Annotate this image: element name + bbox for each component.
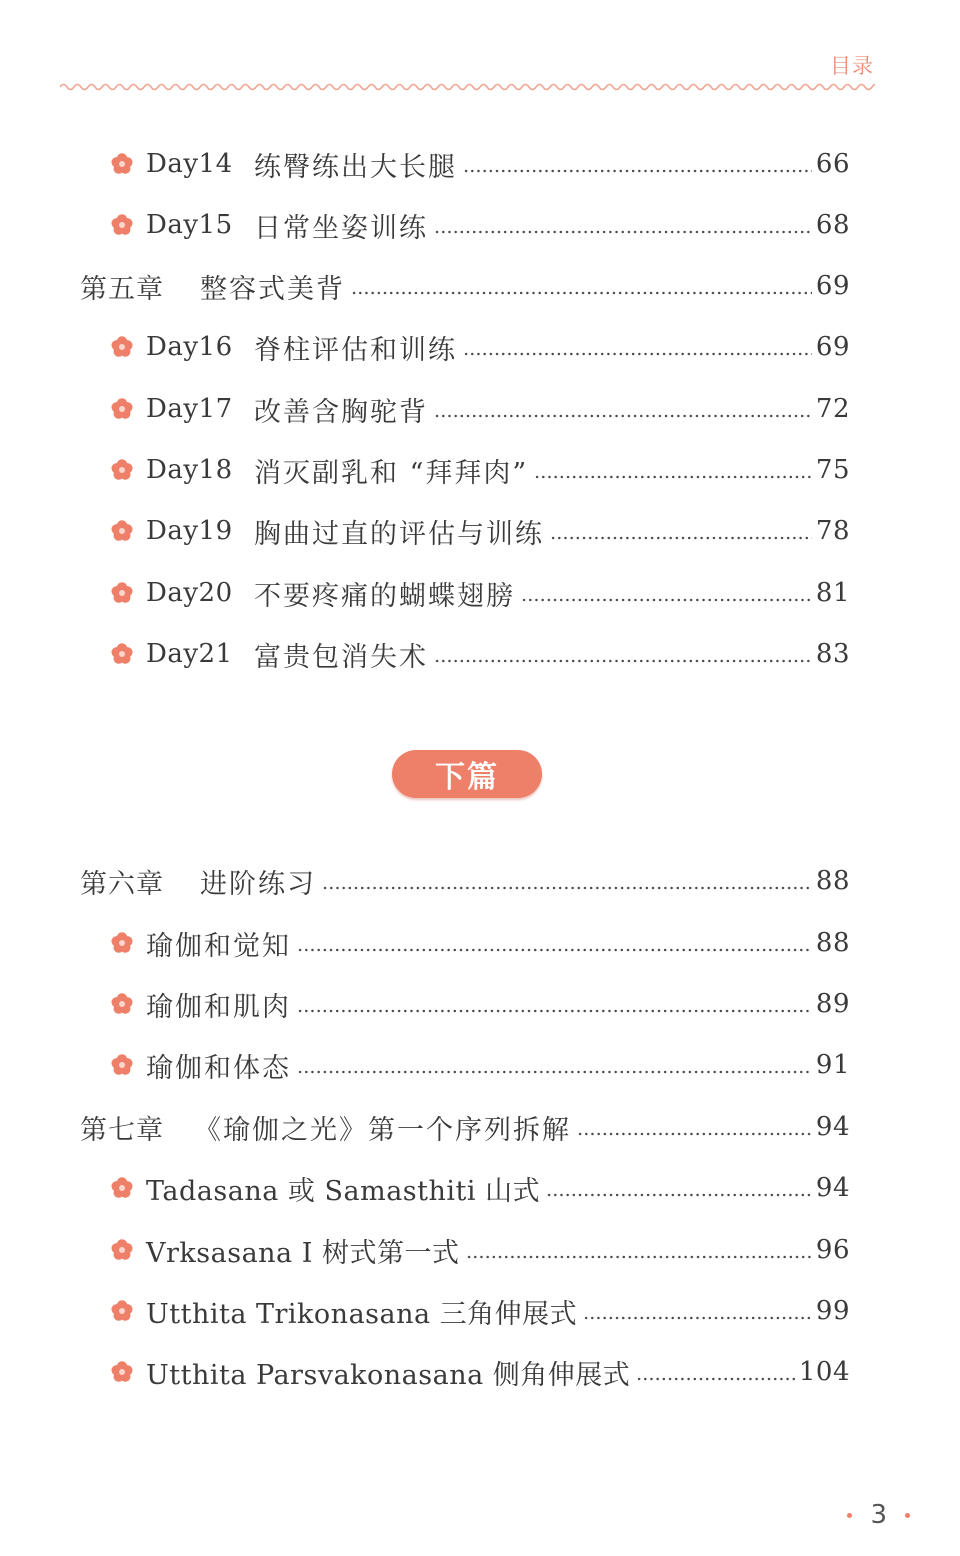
entry-title: 不要疼痛的蝴蝶翅膀 — [254, 580, 515, 612]
flower-icon — [110, 1176, 134, 1200]
leader-dots — [550, 536, 812, 540]
entry-page-number: 78 — [815, 516, 850, 546]
footer-dot-right — [905, 1513, 910, 1518]
entry-day: Day20 — [146, 578, 233, 608]
leader-dots — [636, 1377, 795, 1381]
chapter-title: 进阶练习 — [200, 868, 316, 900]
toc-entry-day14[interactable] — [110, 144, 850, 184]
flower-icon — [110, 1299, 134, 1323]
toc-entry-day17[interactable] — [110, 389, 850, 429]
page-footer — [847, 1500, 910, 1530]
leader-dots — [434, 659, 812, 663]
entry-day: Day17 — [146, 394, 233, 424]
flower-icon — [110, 213, 134, 237]
flower-icon — [110, 1360, 134, 1384]
leader-dots — [434, 230, 812, 234]
entry-title: 胸曲过直的评估与训练 — [254, 518, 544, 550]
flower-icon — [110, 397, 134, 421]
entry-page-number: 88 — [815, 866, 850, 896]
entry-page-number: 99 — [815, 1296, 850, 1326]
toc-entry-day21[interactable] — [110, 634, 850, 674]
wavy-divider — [60, 80, 875, 94]
entry-day: Day15 — [146, 210, 233, 240]
leader-dots — [534, 475, 812, 479]
entry-page-number: 94 — [815, 1112, 850, 1142]
chapter-label: 第五章 — [80, 273, 164, 305]
header-section-title: 目录 — [830, 54, 874, 78]
leader-dots — [297, 1009, 812, 1013]
toc-chapter-6[interactable] — [80, 861, 850, 901]
leader-dots — [297, 1070, 812, 1074]
entry-page-number: 89 — [815, 989, 850, 1019]
flower-icon — [110, 931, 134, 955]
part-badge: 下篇 — [392, 750, 542, 798]
entry-page-number: 83 — [815, 639, 850, 669]
flower-icon — [110, 642, 134, 666]
toc-entry-day15[interactable] — [110, 205, 850, 245]
entry-title: 练臀练出大长腿 — [254, 151, 457, 183]
entry-day: Day14 — [146, 149, 233, 179]
leader-dots — [351, 291, 812, 295]
entry-page-number: 69 — [815, 271, 850, 301]
toc-entry-day19[interactable] — [110, 511, 850, 551]
entry-title: 消灭副乳和 “拜拜肉” — [254, 457, 529, 489]
leader-dots — [546, 1193, 812, 1197]
entry-page-number: 69 — [815, 332, 850, 362]
toc-entry-day16[interactable] — [110, 327, 850, 367]
entry-page-number: 104 — [798, 1357, 850, 1387]
entry-title: Utthita Trikonasana 三角伸展式 — [146, 1298, 578, 1330]
leader-dots — [463, 352, 812, 356]
entry-page-number: 91 — [815, 1050, 850, 1080]
entry-day: Day19 — [146, 516, 233, 546]
flower-icon — [110, 1238, 134, 1262]
toc-entry-vrksasana[interactable] — [110, 1230, 850, 1270]
toc-entry-parsvakonasana[interactable] — [110, 1352, 850, 1392]
flower-icon — [110, 152, 134, 176]
toc-entry-yoga-awareness[interactable] — [110, 923, 850, 963]
flower-icon — [110, 992, 134, 1016]
entry-page-number: 75 — [815, 455, 850, 485]
chapter-title: 《瑜伽之光》第一个序列拆解 — [194, 1114, 571, 1146]
entry-page-number: 94 — [815, 1173, 850, 1203]
entry-day: Day21 — [146, 639, 233, 669]
entry-title: 脊柱评估和训练 — [254, 334, 457, 366]
entry-title: 瑜伽和肌肉 — [146, 991, 291, 1023]
entry-page-number: 72 — [815, 394, 850, 424]
toc-entry-tadasana[interactable] — [110, 1168, 850, 1208]
toc-entry-yoga-posture[interactable] — [110, 1045, 850, 1085]
entry-title: Utthita Parsvakonasana 侧角伸展式 — [146, 1359, 631, 1391]
chapter-title: 整容式美背 — [200, 273, 345, 305]
leader-dots — [521, 598, 812, 602]
entry-page-number: 68 — [815, 210, 850, 240]
chapter-label: 第七章 — [80, 1114, 164, 1146]
leader-dots — [322, 886, 812, 890]
entry-title: 瑜伽和体态 — [146, 1052, 291, 1084]
leader-dots — [463, 169, 812, 173]
entry-title: 日常坐姿训练 — [254, 212, 428, 244]
toc-entry-day18[interactable] — [110, 450, 850, 490]
entry-title: 瑜伽和觉知 — [146, 930, 291, 962]
flower-icon — [110, 581, 134, 605]
entry-page-number: 81 — [815, 578, 850, 608]
entry-title: Tadasana 或 Samasthiti 山式 — [146, 1175, 541, 1207]
footer-dot-left — [847, 1513, 852, 1518]
toc-entry-yoga-muscle[interactable] — [110, 984, 850, 1024]
flower-icon — [110, 458, 134, 482]
leader-dots — [577, 1132, 812, 1136]
entry-page-number: 88 — [815, 928, 850, 958]
leader-dots — [466, 1255, 812, 1259]
entry-day: Day16 — [146, 332, 233, 362]
toc-entry-day20[interactable] — [110, 573, 850, 613]
entry-title: 改善含胸驼背 — [254, 396, 428, 428]
entry-title: 富贵包消失术 — [254, 641, 428, 673]
flower-icon — [110, 335, 134, 359]
toc-entry-trikonasana[interactable] — [110, 1291, 850, 1331]
entry-page-number: 96 — [815, 1235, 850, 1265]
chapter-label: 第六章 — [80, 868, 164, 900]
toc-chapter-7[interactable] — [80, 1107, 850, 1147]
leader-dots — [434, 414, 812, 418]
entry-day: Day18 — [146, 455, 233, 485]
entry-title: Vrksasana Ⅰ 树式第一式 — [146, 1237, 460, 1269]
flower-icon — [110, 519, 134, 543]
page-number: 3 — [870, 1500, 887, 1530]
toc-chapter-5[interactable] — [80, 266, 850, 306]
flower-icon — [110, 1053, 134, 1077]
leader-dots — [297, 948, 812, 952]
leader-dots — [583, 1316, 812, 1320]
entry-page-number: 66 — [815, 149, 850, 179]
